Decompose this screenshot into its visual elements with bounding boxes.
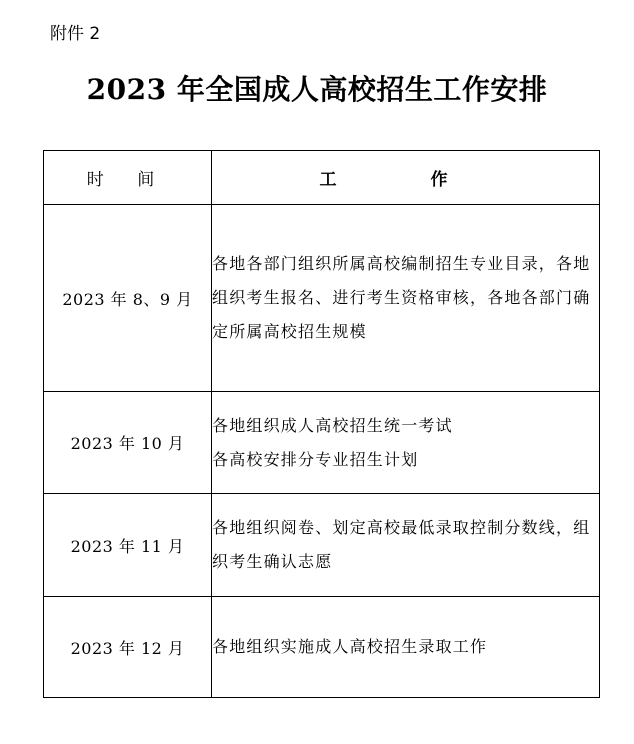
time-cell: 2023 年 8、9 月 [44, 205, 212, 392]
work-text: 各地组织阅卷、划定高校最低录取控制分数线，组织考生确认志愿 [212, 518, 591, 571]
work-text: 各高校安排分专业招生计划 [212, 449, 419, 469]
work-text: 各地组织成人高校招生统一考试 [212, 415, 453, 435]
work-cell [212, 392, 600, 494]
work-cell [212, 205, 600, 392]
work-text: 各地组织实施成人高校招生录取工作 [212, 637, 488, 656]
schedule-table [43, 150, 600, 698]
header-time: 时 间 [44, 151, 212, 205]
work-cell [212, 494, 600, 597]
table-row [44, 597, 600, 698]
table-row [44, 205, 600, 392]
work-text: 各地各部门组织所属高校编制招生专业目录，各地组织考生报名、进行考生资格审核，各地各部门确定所属高校招生规模 [212, 254, 591, 341]
table-row [44, 392, 600, 494]
header-work: 工 作 [212, 151, 600, 205]
work-cell [212, 597, 600, 698]
page-title: 2023 年全国成人高校招生工作安排 [86, 73, 548, 106]
table-header-row [44, 151, 600, 205]
time-cell: 2023 年 12 月 [44, 597, 212, 698]
time-cell: 2023 年 11 月 [44, 494, 212, 597]
table-row [44, 494, 600, 597]
attachment-label: 附件 2 [50, 24, 101, 44]
time-cell: 2023 年 10 月 [44, 392, 212, 494]
